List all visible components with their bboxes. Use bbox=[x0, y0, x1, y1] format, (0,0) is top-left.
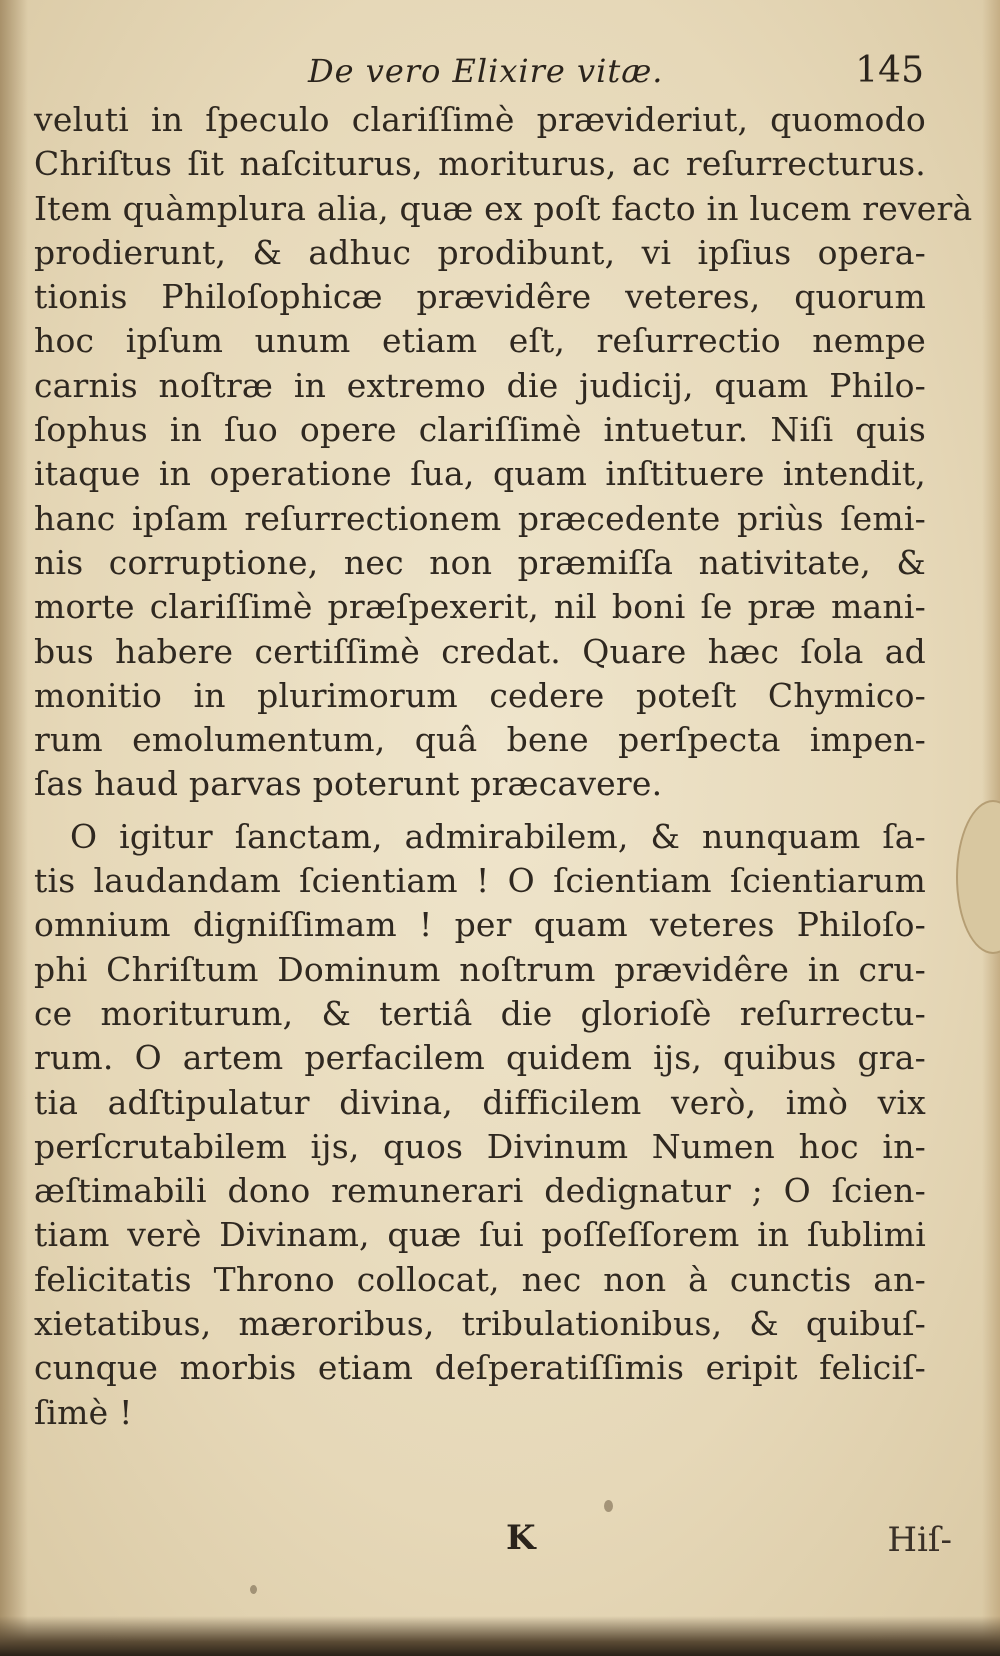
page-header bbox=[40, 40, 940, 100]
text-line: itaque in operatione ſua, quam inſtituere intendit, bbox=[34, 454, 926, 494]
text-block bbox=[34, 98, 973, 1435]
text-line: ſophus in ſuo opere clariſſimè intuetur. Niſi quis bbox=[34, 410, 926, 450]
catchword: Hiſ- bbox=[887, 1520, 952, 1560]
text-line: monitio in plurimorum cedere poteſt Chymico- bbox=[34, 675, 926, 715]
text-line: phi Chriſtum Dominum noſtrum prævidêre in cru- bbox=[34, 949, 926, 989]
ink-speck bbox=[604, 1500, 613, 1512]
thumb-notch bbox=[956, 800, 1000, 954]
text-line: veluti in ſpeculo clariſſimè prævideriut, quomodo bbox=[34, 100, 926, 139]
text-line: ſas haud parvas poterunt præcavere. bbox=[34, 764, 663, 804]
text-line: omnium digniſſimam ! per quam veteres Philoſo- bbox=[34, 905, 926, 945]
running-title: De vero Elixire vitæ. bbox=[308, 52, 664, 90]
ink-speck bbox=[250, 1585, 257, 1594]
text-line: hanc ipſam reſurrectionem præcedente priùs ſemi- bbox=[34, 498, 926, 538]
text-line: rum. O artem perfacilem quidem ijs, quibus gra- bbox=[34, 1038, 926, 1078]
text-line: felicitatis Throno collocat, nec non à cunctis an- bbox=[34, 1259, 926, 1299]
text-line: O igitur ſanctam, admirabilem, & nunquam ſa- bbox=[70, 816, 926, 856]
text-line: tiam verè Divinam, quæ ſui poſſeſſorem in ſublimi bbox=[34, 1215, 926, 1255]
text-line: Item quàmplura alia, quæ ex poſt facto in lucem reverà bbox=[34, 188, 973, 228]
signature-mark: K bbox=[506, 1518, 536, 1558]
text-line: ſimè ! bbox=[34, 1392, 133, 1432]
text-line: bus habere certiſſimè credat. Quare hæc ſola ad bbox=[34, 631, 926, 671]
page-bottom-edge bbox=[0, 1616, 1000, 1656]
text-line: xietatibus, mæroribus, tribulationibus, & quibuſ- bbox=[34, 1304, 926, 1344]
text-line: nis corruptione, nec non præmiſſa nativitate, & bbox=[34, 542, 926, 582]
spine-shadow bbox=[0, 0, 28, 1656]
text-line: tis laudandam ſcientiam ! O ſcientiam ſcientiarum bbox=[34, 861, 926, 901]
text-line: prodierunt, & adhuc prodibunt, vi ipſius opera- bbox=[34, 232, 926, 272]
text-line: tia adſtipulatur divina, difficilem verò, imò vix bbox=[34, 1082, 926, 1122]
text-line: tionis Philoſophicæ prævidêre veteres, quorum bbox=[34, 277, 926, 317]
text-line: cunque morbis etiam deſperatiſſimis eripit feliciſ- bbox=[34, 1348, 926, 1388]
text-line: morte clariſſimè præſpexerit, nil boni ſe præ mani- bbox=[34, 587, 926, 627]
page-number: 145 bbox=[855, 50, 924, 91]
text-line: hoc ipſum unum etiam eſt, reſurrectio nempe bbox=[34, 321, 926, 361]
text-line: æſtimabili dono remunerari dedignatur ; O ſcien- bbox=[34, 1171, 926, 1211]
text-line: ce moriturum, & tertiâ die glorioſè reſurrectu- bbox=[34, 993, 926, 1033]
text-line: rum emolumentum, quâ bene perſpecta impen- bbox=[34, 720, 926, 760]
text-line: perſcrutabilem ijs, quos Divinum Numen hoc in- bbox=[34, 1126, 926, 1166]
text-line: Chriſtus ſit naſciturus, moriturus, ac reſurrecturus. bbox=[34, 144, 926, 184]
text-line: carnis noſtræ in extremo die judicij, quam Philo- bbox=[34, 365, 926, 405]
